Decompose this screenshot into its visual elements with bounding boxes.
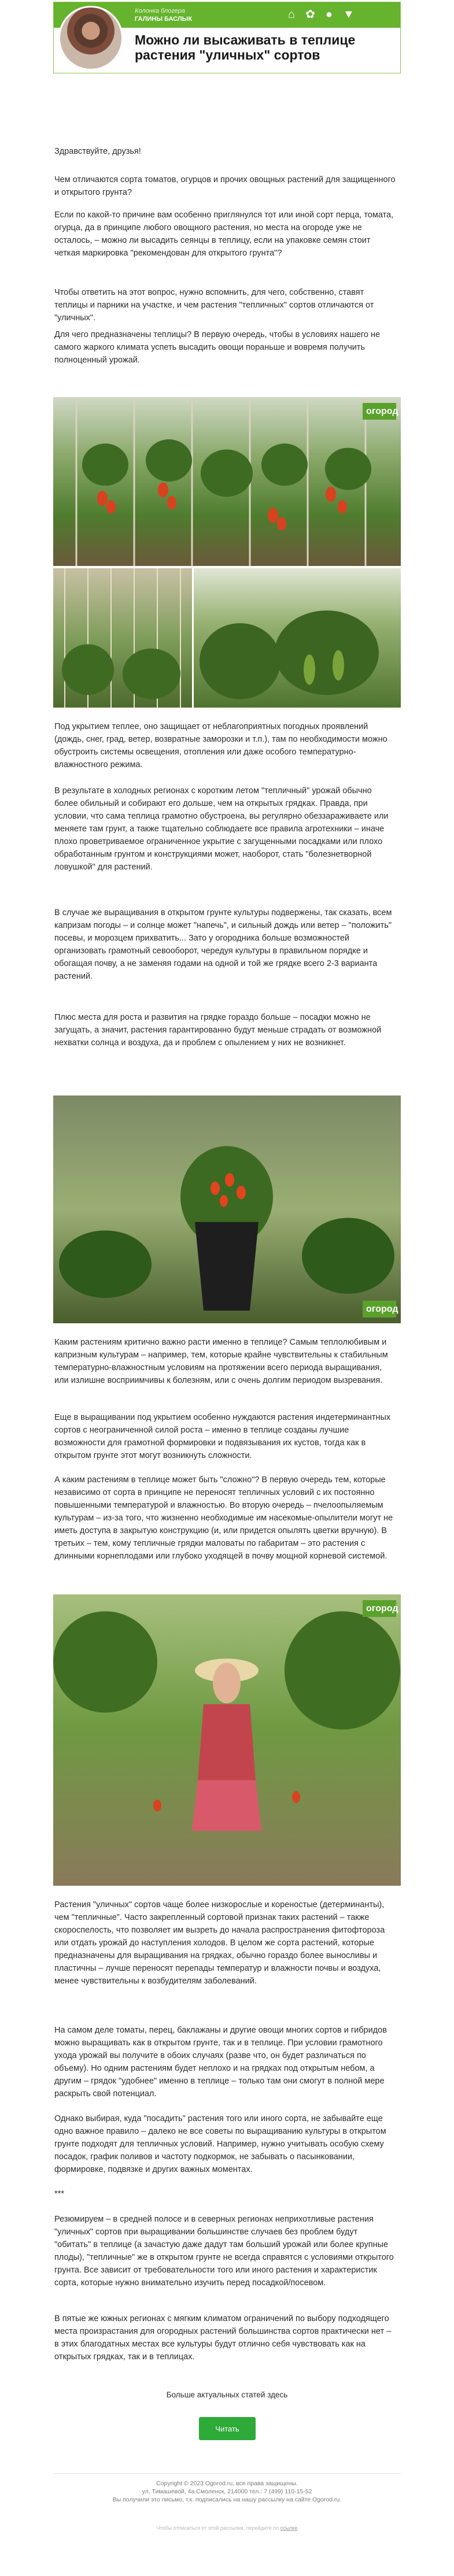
woman-in-garden-drawing [53,1594,401,1886]
pepper-plants-drawing [194,568,401,708]
author-avatar [58,6,123,71]
paragraph-7: В случае же выращивания в открытом грунте культуры подвержены, так сказать, всем капризам погоды – и солнце может "напечь", и сильный дождь или ветер – "положить" посевы, и морозцем прихватить... Зато у огородника больше возможностей организовать грамотный севооборот, чередуя культуры в правильном порядке и обогащая почву, а не заменяя годами на одной и той же грядке всего 2-3 варианта растений. [54,908,392,981]
column-label: Колонка блогера [135,8,186,14]
tomato-pot-photo [53,1095,401,1323]
ogorod-logo: огород [363,1600,396,1617]
read-button[interactable]: Читать [199,2417,256,2440]
ogorod-logo: огород [363,1301,396,1317]
article-title: Можно ли высаживать в теплице растения "уличных" сортов [135,32,356,62]
address-text: ул. Тимашевой, 4а Смоленск, 214000 тел.: 7 (499) 110-15-52 [142,2488,312,2495]
pot-drawing [53,1095,401,1323]
unsubscribe-link[interactable]: ссылке [280,2525,298,2531]
paragraph-3: Чтобы ответить на этот вопрос, нужно вспомнить, для чего, собственно, ставят теплицы и парники на участке, и чем растения "тепличных" сортов отличаются от "уличных". [54,288,374,323]
cucumber-trellis-photo [53,568,192,708]
copyright-text: Copyright © 2023 Ogorod.ru, все права защищены. [156,2480,298,2487]
flower-icon[interactable]: ✿ [305,8,315,21]
tomato-plants-drawing [53,397,401,566]
greeting: Здравствуйте, друзья! [54,147,141,156]
paragraph-6: В результате в холодных регионах с коротким летом "тепличный" урожай обычно более обильный и собирают его дольше, чем на открытых грядках. Правда, при условии, что сама теплица грамотно обустроена, вы регулярно обеззараживаете или меняете там грунт, а также тщательно соблюдаете все правила агротехники – иначе плохо проветриваемое ограниченное укрытие с загущенными посадками или плохо обработанным грунтом и конструкциями может, наоборот, стать "болезнетворной ловушкой" для растений. [54,786,389,872]
ogorod-logo: огород [363,403,396,420]
unsubscribe-text: Чтобы отписаться от этой рассылки, перейдите по [156,2525,279,2531]
paragraph-13: На самом деле томаты, перец, баклажаны и другие овощи многих сортов и гибридов можно выращивать как в открытом грунте, так и в теплице. При условии грамотного ухода урожай вы получите в обоих случаях (разве что, он будет различаться по объему). Но одним растениям будет неплохо и на грядках под открытым небом, а другим – грядок "удобнее" именно в теплице – только там они смогут в полной мере раскрыть свой потенциал. [54,2026,387,2098]
header-banner[interactable] [53,2,401,73]
paragraph-11: А каким растениям в теплице может быть "сложно"? В первую очередь тем, которые независимо от сорта в принципе не переносят тепличных условий с их постоянно повышенными температурой и влажностью. Во вторую очередь – пчелоопыляемым культурам – из-за того, что жизненно необходимые им насекомые-опылители могут не иметь доступа в закрытую конструкцию (и, или придется опылять цветки вручную). В третьих – тем, кому тепличные грядки маловаты по габаритам – это растения с длинными корнеплодами или глубоко уходящей в почву мощной корневой системой. [54,1475,393,1561]
more-articles-text: Больше актуальных статей здесь [166,2390,288,2399]
paragraph-10: Еще в выращивании под укрытием особенно нуждаются растения индетерминантных сортов с неограниченной силой роста – именно в теплице созданы лучшие возможности для грамотной формировки и подвязывания их кустов, тогда как в открытом грунте этот могут возникнуть сложности. [54,1413,391,1460]
footer [53,2473,401,2504]
paragraph-15: Резюмируем – в средней полосе и в северных регионах неприхотливые растения "уличных" сортов при выращивании большинстве случаев без проблем будут "обитать" в теплице (а зачастую даже дадут там больший урожай или более крупные плоды), "тепличные" же в открытом грунте не всегда справятся с условиями открытого грунта. Все зависит от требовательности того или иного растения и характеристик сорта, которые нужно внимательно изучить перед посадкой/посевом. [54,2215,394,2288]
paragraph-14: Однако выбирая, куда "посадить" растения того или иного сорта, не забывайте еще одно важное правило – далеко не все советы по выращиванию культуры в открытом грунте подходят для тепличных условий. Например, нужно учитывать особую схему посадок, график поливов и частоту подкормок, не забывать о пасынковании, формировке, подвязке и других важных моментах. [54,2114,386,2174]
unsubscribe-line [53,2525,401,2531]
paragraph-16: В пятые же южных регионах с мягким климатом ограничений по выбору подходящего места произрастания для огородных растений большинства сортов практически нет – в этих благодатных местах все культуры будут отлично себя чувствовать как на открытых грядках, так и в теплицах. [54,2314,392,2362]
home-icon[interactable]: ⌂ [288,8,296,21]
garden-woman-photo [53,1594,401,1886]
apple-icon[interactable]: ● [325,8,333,21]
category-icons [288,8,355,21]
trellis-drawing [53,568,192,708]
carrot-icon[interactable]: ▼ [342,8,355,21]
paragraph-8: Плюс места для роста и развития на грядке гораздо больше – посадки можно не загущать, а значит, растения гарантированно будут меньше страдать от возможной нехватки солнца и воздуха, да и проблем с опылением у них не возникнет. [54,1013,382,1048]
paragraph-4: Для чего предназначены теплицы? В первую очередь, чтобы в условиях нашего не самого жаркого климата успеть высадить овощи пораньше и вовремя получить полноценный урожай. [54,330,381,365]
paragraph-5: Под укрытием теплее, оно защищает от неблагоприятных погодных проявлений (дождь, снег, град, ветер, возвратные заморозки и т.п.), там по необходимости можно обустроить системы освещения, отопления или даже особого температурно-влажностного режима. [54,722,387,769]
paragraph-1: Чем отличаются сорта томатов, огурцов и прочих овощных растений для защищенного и открытого грунта? [54,175,396,197]
paragraph-12: Растения "уличных" сортов чаще более низкорослые и кореностые (детерминанты), чем "тепличные". Часто закрепленный сортовой признак таких растений – также скороспелость, что позволяет им вызреть до начала распространения фитофтороза или отдать урожай до наступления холодов. В целом же сорта растений, которые предназначены для выращивания на грядках, обычно гораздо более выносливы и пластичны – лучше переносят перепады температур и влажности почвы и воздуха, менее чувствительны к возбудителям заболеваний. [54,1900,385,1986]
separator-stars: *** [54,2189,64,2199]
author-name: ГАЛИНЫ БАСЛЫК [135,16,193,23]
paragraph-9: Каким растениям критично важно расти именно в теплице? Самым теплолюбивым и капризным культурам – например, тем, которые крайне чувствительны к стабильным температурно-влажностным условиям на протяжении всего периода выращивания, или излишне восприимчивы к болезням, или с очень долгим периодом вызревания. [54,1338,388,1385]
paragraph-2: Если по какой-то причине вам особенно приглянулся тот или иной сорт перца, томата, огурца, да в принципе любого овощного растения, но места на огороде уже не осталось, – можно ли высадить сеянцы в теплицу, если на упаковке семян стоит четкая маркировка "рекомендован для открытого грунта"? [54,210,394,258]
greenhouse-peppers-photo [194,568,401,708]
greenhouse-tomatoes-photo [53,397,401,566]
subscription-reason: Вы получили это письмо, т.к. подписались на нашу рассылку на сайте Ogorod.ru. [112,2496,342,2503]
